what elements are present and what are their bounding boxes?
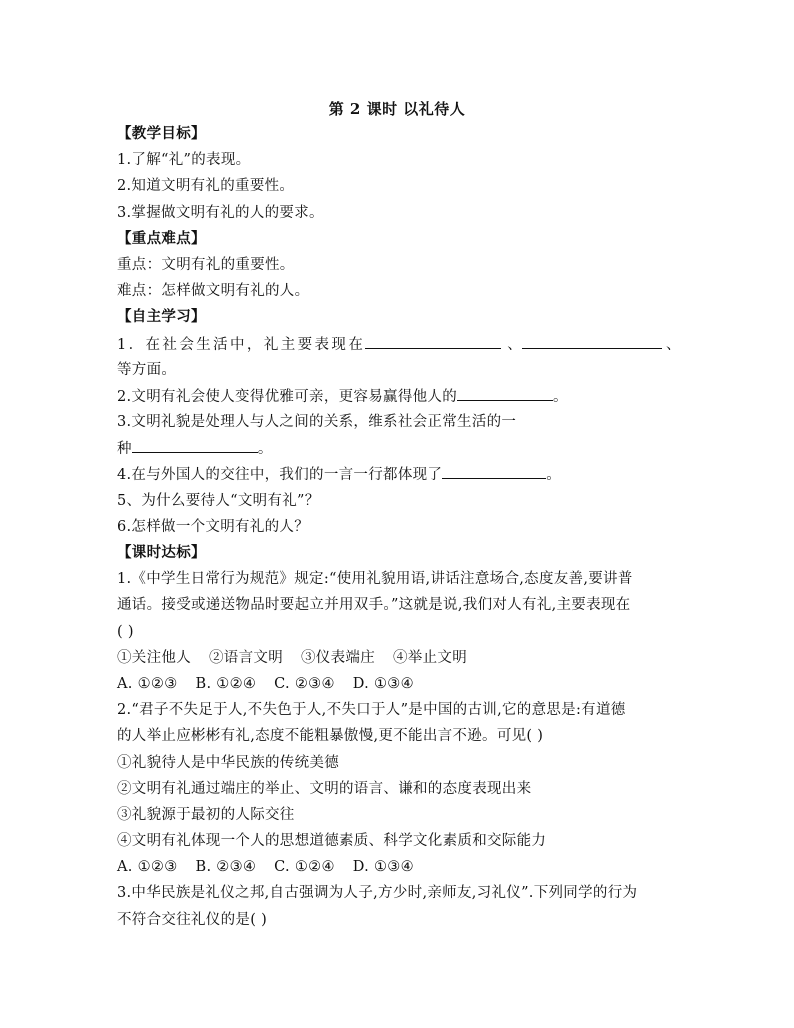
fill-blank[interactable] xyxy=(522,331,662,349)
self-study-q3: 3.文明礼貌是处理人与人之间的关系，维系社会正常生活的一 xyxy=(117,414,517,431)
practice-q2-item: ④文明有礼体现一个人的思想道德素质、科学文化素质和交际能力 xyxy=(117,833,547,850)
option-item: ①关注他人 xyxy=(117,649,191,666)
practice-q2-choices xyxy=(117,854,679,880)
self-study-q4 xyxy=(117,461,679,487)
practice-q3-line: 3.中华民族是礼仪之邦,自古强调为人子,方少时,亲师友,习礼仪”.下列同学的行为 xyxy=(117,885,638,902)
key-point-item: 重点：文明有礼的重要性。 xyxy=(117,256,295,273)
page-title: 第 2 课时 以礼待人 xyxy=(328,100,466,118)
practice-q2-line: 2.“君子不失足于人,不失色于人,不失口于人”是中国的古训,它的意思是:有道德 xyxy=(117,702,626,719)
practice-q1-paren: ( ) xyxy=(117,623,134,640)
self-study-q1-cont: 等方面。 xyxy=(117,361,177,378)
option-item: ④举止文明 xyxy=(393,649,467,666)
self-study-q2 xyxy=(117,383,679,409)
goal-item: 2.知道文明有礼的重要性。 xyxy=(117,178,295,195)
practice-q2-line: 的人举止应彬彬有礼,态度不能粗暴傲慢,更不能出言不逊。可见( ) xyxy=(117,728,544,745)
goal-item: 3.掌握做文明有礼的人的要求。 xyxy=(117,204,324,221)
fill-blank[interactable] xyxy=(457,383,553,401)
answer-choice[interactable]: C. ①②④ xyxy=(274,859,335,876)
practice-q1-line: 通话。接受或递送物品时要起立并用双手。”这就是说,我们对人有礼,主要表现在 xyxy=(117,597,631,614)
self-study-q1 xyxy=(117,331,679,357)
answer-choice[interactable]: B. ②③④ xyxy=(195,859,257,876)
q3-suffix: 。 xyxy=(257,441,273,458)
fill-blank[interactable] xyxy=(442,461,546,479)
q4-suffix: 。 xyxy=(546,467,562,484)
q1-prefix: 1．在社会生活中，礼主要表现在 xyxy=(117,336,366,353)
q3-prefix: 种 xyxy=(117,441,132,458)
self-study-q6: 6.怎样做一个文明有礼的人？ xyxy=(117,518,310,535)
q1-suffix: 、 xyxy=(666,336,681,353)
section-heading-goals: 【教学目标】 xyxy=(117,125,206,142)
answer-choice[interactable]: B. ①②④ xyxy=(195,675,257,692)
answer-choice[interactable]: A. ①②③ xyxy=(117,675,178,692)
q2-prefix: 2.文明有礼会使人变得优雅可亲，更容易赢得他人的 xyxy=(117,388,458,405)
fill-blank[interactable] xyxy=(365,331,501,349)
fill-blank[interactable] xyxy=(132,435,258,453)
q2-suffix: 。 xyxy=(553,388,568,405)
answer-choice[interactable]: D. ①③④ xyxy=(352,675,414,692)
key-point-item: 难点：怎样做文明有礼的人。 xyxy=(117,283,310,300)
answer-choice[interactable]: A. ①②③ xyxy=(117,859,178,876)
practice-q3-line: 不符合交往礼仪的是( ) xyxy=(117,911,268,928)
practice-q2-item: ③礼貌源于最初的人际交往 xyxy=(117,806,295,823)
practice-q1-items xyxy=(117,645,679,671)
option-item: ②语言文明 xyxy=(209,649,283,666)
goal-item: 1.了解“礼”的表现。 xyxy=(117,152,251,169)
practice-q1-choices xyxy=(117,671,679,697)
answer-choice[interactable]: C. ②③④ xyxy=(274,675,335,692)
q1-separator: 、 xyxy=(507,336,523,353)
document-body xyxy=(117,121,679,933)
practice-q2-item: ①礼貌待人是中华民族的传统美德 xyxy=(117,754,339,771)
section-heading-self-study: 【自主学习】 xyxy=(117,308,206,326)
q4-prefix: 4.在与外国人的交往中，我们的一言一行都体现了 xyxy=(117,467,443,484)
practice-q1-line: 1.《中学生日常行为规范》规定:“使用礼貌用语,讲话注意场合,态度友善,要讲普 xyxy=(117,571,633,588)
option-item: ③仪表端庄 xyxy=(301,649,375,666)
self-study-q3-cont xyxy=(117,435,679,461)
answer-choice[interactable]: D. ①③④ xyxy=(352,859,414,876)
section-heading-key-points: 【重点难点】 xyxy=(117,229,206,247)
self-study-q5: 5、为什么要待人“文明有礼”？ xyxy=(117,492,320,509)
practice-q2-item: ②文明有礼通过端庄的举止、文明的语言、谦和的态度表现出来 xyxy=(117,780,532,797)
section-heading-practice: 【课时达标】 xyxy=(117,544,206,561)
